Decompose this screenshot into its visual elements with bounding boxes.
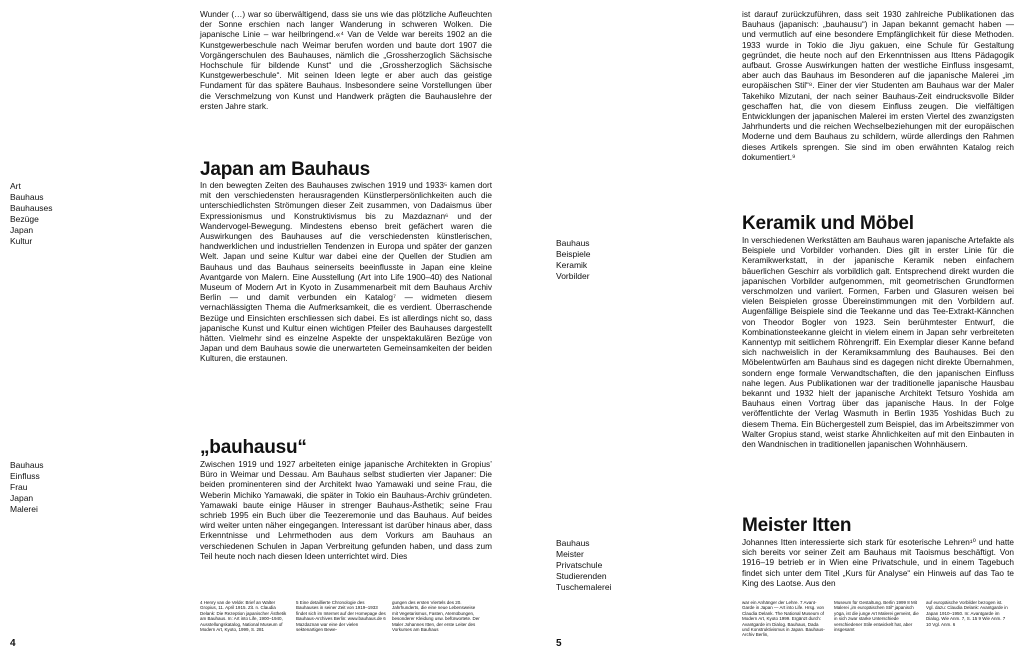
left-section2-text: Zwischen 1919 und 1927 arbeiteten einige japanische Architekten in Gropius’ Büro in Weimar und Dessau. Am Bauhaus selbst studierten vier Japaner: Die beiden prominenteren sind der Architekt Iwao Yamawaki und seine Frau, die Weberin Michiko Yamawaki, die später in Tokio ein Bauhaus-Archiv gründeten. Yamawaki baute einige Häuser in strenger Bauhaus-Ästhetik; seine Frau schrieb 1995 ein Buch über die Teezeremonie und das Bauhaus. Auf beides wird weiter unten näher eingegangen. Interessant ist darüber hinaus aber, dass Erkenntnisse und Lehrmethoden aus dem Vorkurs am Bauhaus an verschiedenen Schulen in Japan Verbreitung gefunden haben, und dass zum Teil heute noch nach diesen Ideen unterrichtet wird. Dies	[200, 460, 492, 561]
keyword: Beispiele	[556, 249, 591, 259]
left-keywords-2	[10, 460, 44, 515]
footnote-col: Museum für Gestaltung. Berlin 1999 8 Mit Malerei „im europäischen Stil“ japanisch yōga, ist die junge Art Malerei gemeint, die in sich zwar starke Unterschiede verschiedener Stile entwickelt hat, aber insgesamt	[834, 600, 919, 633]
footnote-col: auf europäische Vorbilder bezogen ist. Vgl. dazu: Claudia Delank: Avantgarde in Japan 1910–1950. In: Avantgarde im Dialog. Wie Anm. 7, S. 15 9 Wie Anm. 7 10 Vgl. Anm. 6	[926, 600, 1008, 627]
page-number-left: 4	[10, 638, 16, 649]
keyword: Art	[10, 181, 21, 191]
keyword: Bauhaus	[556, 538, 590, 548]
right-intro-text: ist darauf zurückzuführen, dass seit 1930 zahlreiche Publikationen das Bauhaus (japanisch: „bauhausu“) in Japan bekannt gemacht haben — und vermutlich auf eine besondere Empfänglichkeit für diese Methoden. 1933 wurde in Tokio die Jiyu gakuen, eine Schule für Gestaltung gegründet, die heute noch auf den Erkenntnissen aus Ittens Pädagogik aufbaut. Grosse Auswirkungen hatten der westliche Einfluss insgesamt, aber auch das Bauhaus im Besonderen auf die japanische Malerei „im europäischen Stil“⁸. Einer der vier Studenten am Bauhaus war der Maler Takehiko Mizutani, der nach seiner Bauhaus-Zeit eindrucksvolle Bilder geschaffen hat, die von diesem Einfluss zeugen. Die vielfältigen Entwicklungen der japanischen Malerei im ersten Viertel des zwanzigsten Jahrhunderts und die reichen Wechselbeziehungen mit der europäischen Moderne und dem Bauhaus zu schildern, würde allerdings den Rahmen dieses Artikels sprengen. Sie sind im oben erwähnten Katalog reich dokumentiert.⁹	[742, 10, 1014, 162]
footnote-col: war ein Anhänger der Lehre. 7 Avant-Garde in Japan — Art into Life. Hrsg. von Claudia Delank. The National Museum of Modern Art, Kyoto 1999. Ergänzt durch: Avantgarde im Dialog. Bauhaus, Dada und Konstruktivismus in Japan. Bauhaus-Archiv Berlin,	[742, 600, 825, 638]
keyword: Bauhaus	[10, 192, 44, 202]
right-keywords-1	[556, 238, 591, 282]
section-heading-meister-itten: Meister Itten	[742, 515, 852, 536]
keyword: Bezüge	[10, 214, 39, 224]
footnote-col: 4 Henry van de Velde: Brief an Walter Gropius, 11. April 1915. Zit. n. Claudia Delank: Die Rezeption japanischer Ästhetik am Bauhaus. In: Art into Life, 1900–1940, Ausstellungskatalog, National Museum of Modern Art, Kyoto, 1999, S. 281	[200, 600, 287, 633]
keyword: Tuschemalerei	[556, 582, 612, 592]
footnote-col: 5 Eine detaillierte Chronologie des Bauhauses in seiner Zeit von 1919–1933 findet sich im Internet auf der Homepage des Bauhaus-Archives Berlin: www.bauhaus.de 6 Mazdaznan war eine der vielen sektenartigen Bewe-	[296, 600, 386, 633]
left-section1-text: In den bewegten Zeiten des Bauhauses zwischen 1919 und 1933⁵ kamen dort mit den verschiedensten herausragenden Künstlerpersönlichkeiten auch die unterschiedlichsten Strömungen dieser Zeit zusammen, von Dadaismus über Expressionismus und Konstruktivismus bis zu Mazdaznan⁶ und der Wandervogel-Bewegung. Mindestens ebenso breit gefächert waren die Auswirkungen des Bauhauses auf die verschiedensten künstlerischen, handwerklichen und industriellen Tendenzen in Europa und später der ganzen Welt. Japan und seine Kultur war dabei eine der Quellen der Studien am Bauhaus und das Bauhaus seinerseits beeinflusste in Japan eine kleine Avantgarde von Malern. Eine Ausstellung (Art into Life 1900–40) des National Museum of Modern Art in Kyoto in Zusammenarbeit mit dem Bauhaus Archiv Berlin — und damit verbunden ein Katalog⁷ — widmeten diesem vernachlässigten Thema die Aufmerksamkeit, die es verdient. Überraschende Bezüge und Einsichten erschliessen sich dabei. Es ist allerdings nicht so, dass japanische Kunst und Kultur einen wichtigen Pfeiler des Bauhauses dargestellt hätten. Vielmehr sind es einzelne Aspekte der unspektakulären Bezüge von Japan und dem Bauhaus sowie die unerwarteten Gemeinsamkeiten der beiden Kulturen, die erstaunen.	[200, 181, 492, 364]
section-heading-keramik-und-moebel: Keramik und Möbel	[742, 213, 914, 234]
left-intro-text: Wunder (…) war so überwältigend, dass sie uns wie das plötzliche Aufleuchten der Sonne erschien nach langer Wanderung in schweren Wolken. Die japanische Linie – war heilbringend.«⁴ Van de Velde war bereits 1902 an die Kunstgewerbeschule nach Weimar berufen worden und baute dort 1907 die Vorgängerschulen des Bauhauses, nämlich die „Grossherzoglich Sächsische Hochschule für bildende Kunst“ und die „Grossherzoglich Sächsische Kunstgewerbeschule“. Mit seinen Ideen legte er aber auch das geistige Fundament für das spätere Bauhaus. Insbesondere seine Vorstellungen über die Verschmelzung von Kunst und Handwerk prägten die Bauhauslehre der ersten Jahre stark.	[200, 10, 492, 111]
footnote-col: gungen des ersten Viertels des 20. Jahrhunderts, die eine neue Lebensweise mit Vegetarismus, Fasten, Atemübungen, besonderer Kleidung usw. befürwortete. Der Maler Johannes Itten, der erste Leiter des Vorkurses am Bauhaus	[392, 600, 480, 633]
keyword: Keramik	[556, 260, 588, 270]
right-page	[512, 0, 1024, 670]
page-number-right: 5	[556, 638, 562, 649]
keyword: Bauhauses	[10, 203, 53, 213]
section-heading-bauhausu: „bauhausu“	[200, 437, 307, 458]
keyword: Privatschule	[556, 560, 603, 570]
left-keywords-1	[10, 181, 53, 247]
keyword: Studierenden	[556, 571, 607, 581]
right-section1-text: In verschiedenen Werkstätten am Bauhaus waren japanische Artefakte als Beispiele und Vorbilder vorhanden. Dies gilt in erster Linie für die Keramikwerkstatt, in der japanische Keramik neben einfachem bäuerlichen Geschirr als vorbildlich galt. Entsprechend direkt wurden die japanischen Vorbilder aufgenommen, mit geometrischen Grundformen verschmolzen und variiert. Formen, Farben und Glasuren weisen bei vielen Beispielen grosse Übereinstimmungen mit den Vorbildern auf. Augenfällige Beispiele sind die Teekanne und das Tee-Extrakt-Kännchen von Theodor Bogler von 1923. Sein berühmtester Entwurf, die Kombinationsteekanne gleicht in vielem einem in Japan sehr verbreiteten Kannentyp mit seitlichem Röhrengriff. Ein Exemplar dieser Kanne befand sich nachweislich in der Keramiksammlung des Bauhauses. Bei den Möbelentwürfen am Bauhaus sind es dagegen nicht direkte Übernahmen, sondern enge formale Verwandtschaften, die den japanischen Einfluss nahe legen. Aus Publikationen war der traditionelle japanische Hausbau bekannt und 1932 hielt der japanische Architekt Tetsuro Yoshida am Bauhaus einen Vortrag über das japanische Haus. In der Folge veröffentlichte der Verlag Wasmuth in Berlin 1935 Yoshidas Buch zu diesem Thema. Ein Büchergestell zum Beispiel, das im Arbeitszimmer von Walter Gropius stand, weist starke Ähnlichkeiten auf mit den Einbauten in den Wandnischen in traditionellen japanischen Wohnhäusern.	[742, 236, 1014, 450]
keyword: Bauhaus	[556, 238, 590, 248]
right-keywords-2	[556, 538, 611, 593]
keyword: Japan	[10, 225, 34, 235]
keyword: Meister	[556, 549, 584, 559]
keyword: Einfluss	[10, 471, 40, 481]
right-section2-text: Johannes Itten interessierte sich stark für esoterische Lehren¹⁰ und hatte sich bereits vor seiner Zeit am Bauhaus mit Taoismus beschäftigt. Von 1916–19 betrieb er in Wien eine Privatschule, und in einem Tagebuch findet sich unter dem Titel „Kurs für Analyse“ ein Hinweis auf das Tao te King des Laotse. Aus den	[742, 538, 1014, 588]
keyword: Frau	[10, 482, 28, 492]
keyword: Bauhaus	[10, 460, 44, 470]
keyword: Vorbilder	[556, 271, 590, 281]
section-heading-japan-am-bauhaus: Japan am Bauhaus	[200, 159, 370, 180]
keyword: Kultur	[10, 236, 33, 246]
keyword: Malerei	[10, 504, 38, 514]
keyword: Japan	[10, 493, 34, 503]
